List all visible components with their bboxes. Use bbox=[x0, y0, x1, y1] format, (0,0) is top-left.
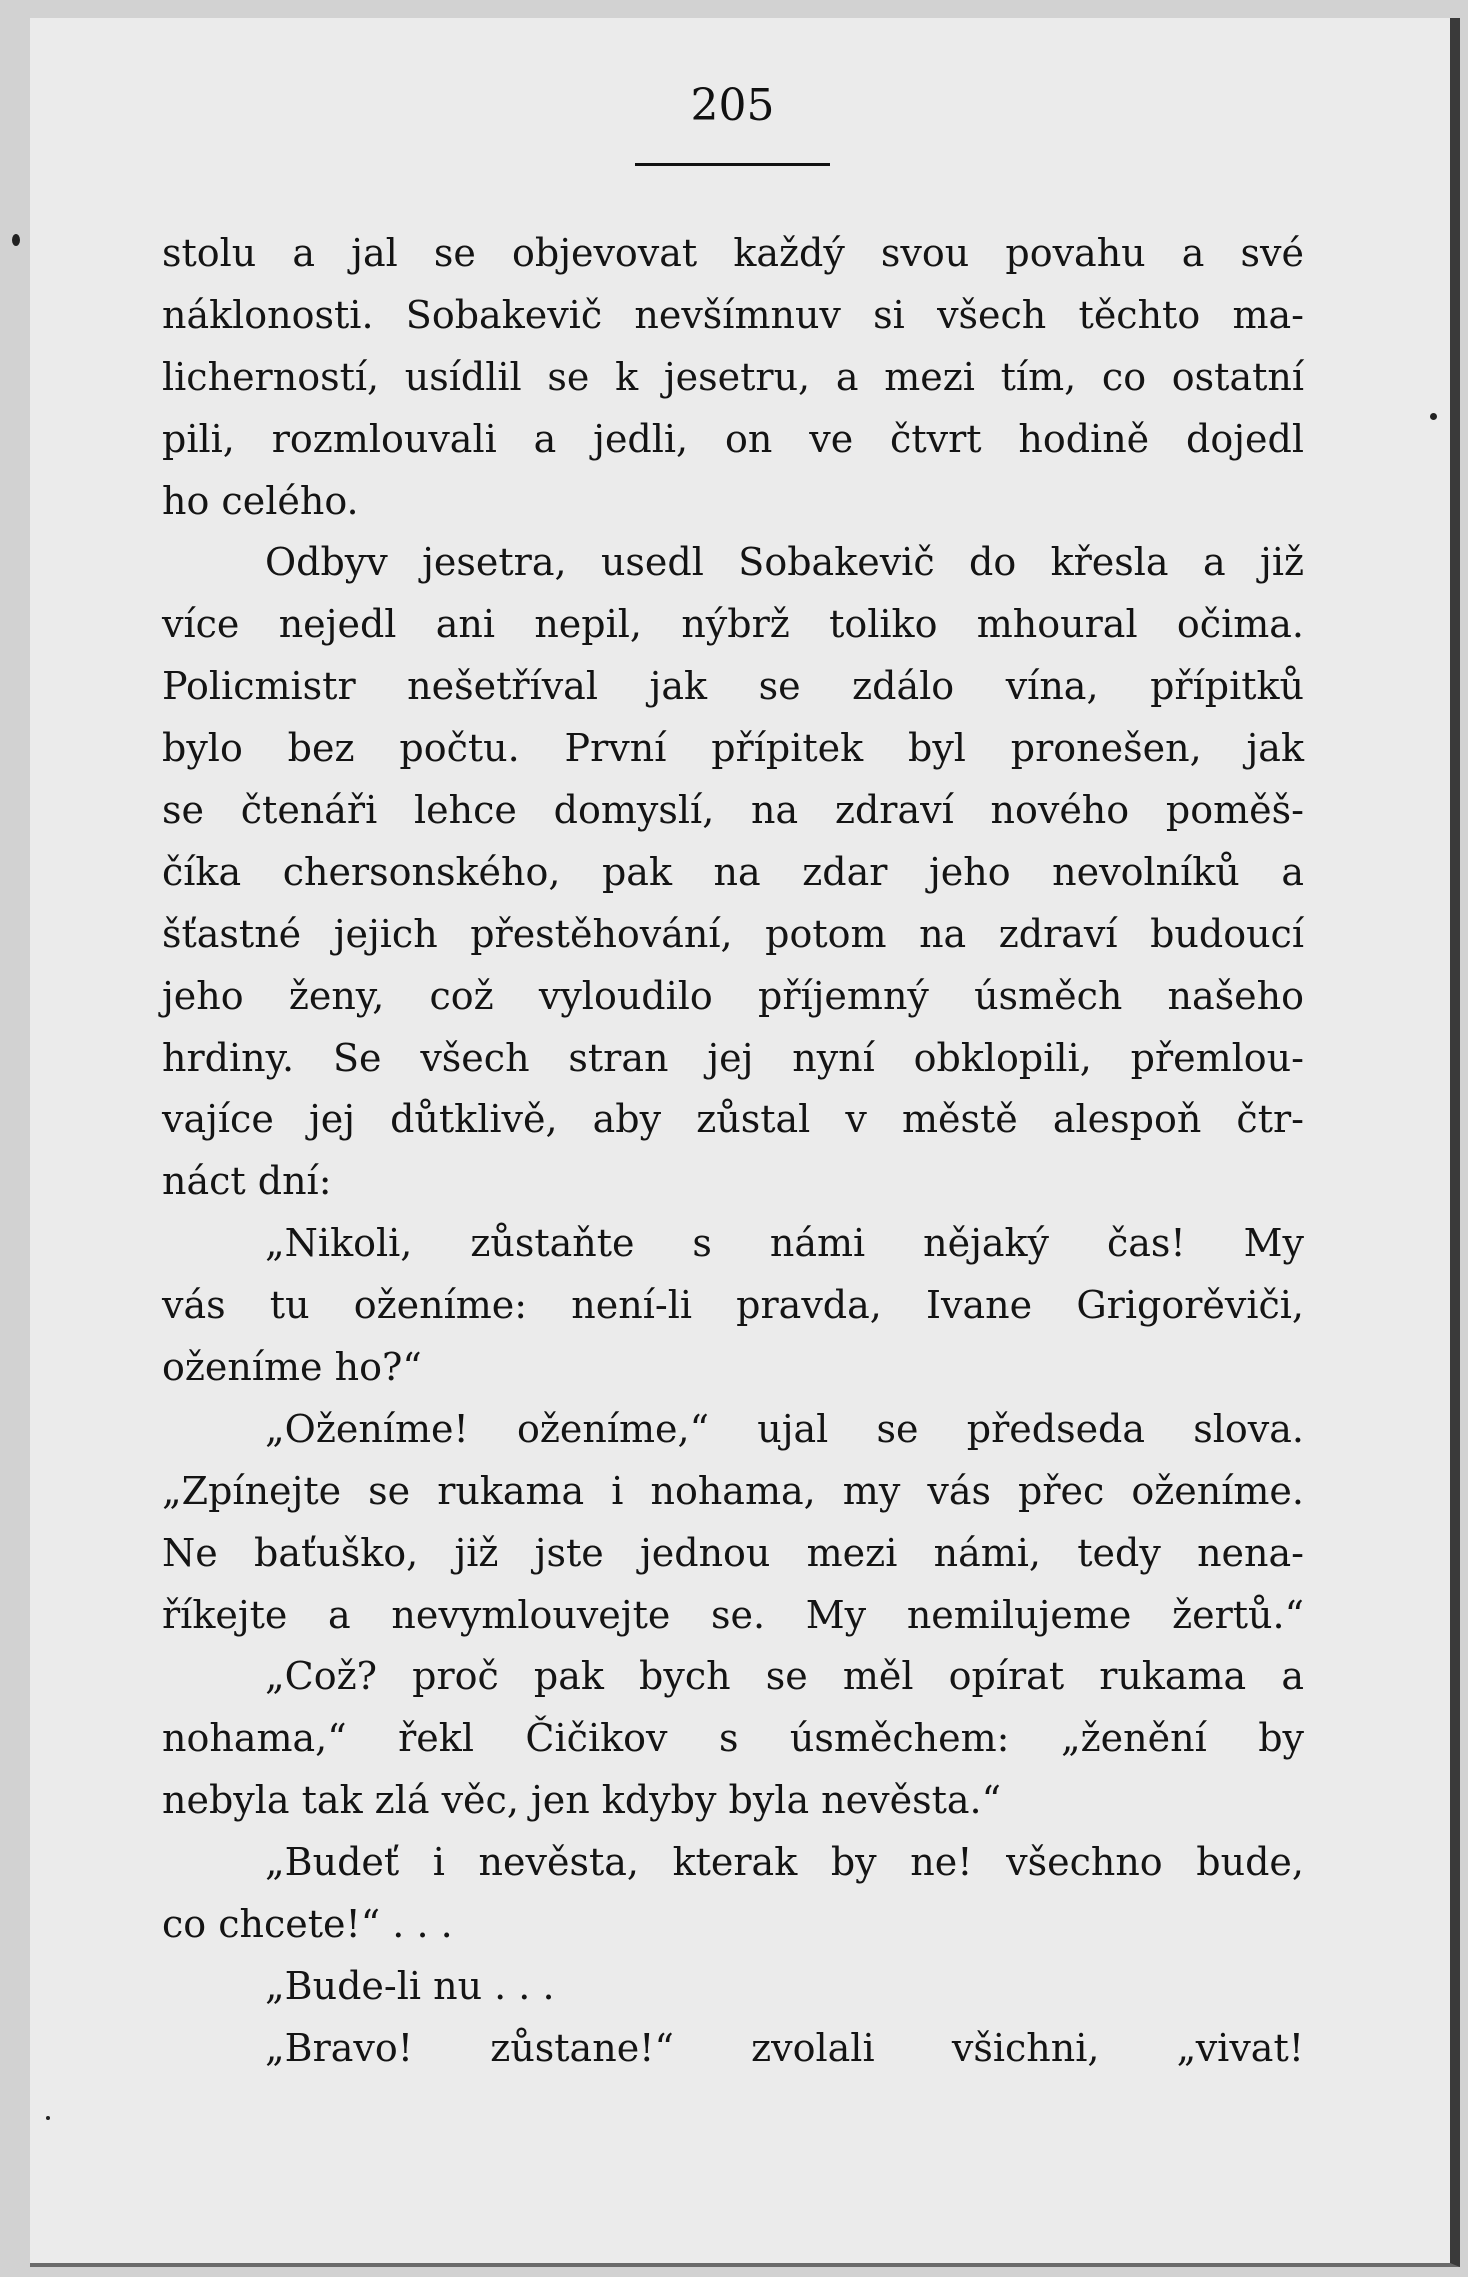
text-line: vás tu oženíme: není-li pravda, Ivane Grigorěviči, bbox=[162, 1283, 1304, 1328]
text-line: „Zpínejte se rukama i nohama, my vás přec oženíme. bbox=[162, 1468, 1304, 1513]
text-line: jeho ženy, což vyloudilo příjemný úsměch našeho bbox=[162, 973, 1304, 1018]
text-line: Policmistr nešetříval jak se zdálo vína, přípitků bbox=[162, 664, 1304, 709]
text-line: „Oženíme! oženíme,“ ujal se předseda slova. bbox=[265, 1406, 1304, 1451]
body-text bbox=[162, 223, 1304, 2080]
text-line: vajíce jej důtklivě, aby zůstal v městě alespoň čtr- bbox=[162, 1097, 1304, 1142]
text-line: co chcete!“ . . . bbox=[162, 1902, 453, 1947]
text-line: licherností, usídlil se k jesetru, a mezi tím, co ostatní bbox=[162, 354, 1304, 399]
text-line: pili, rozmlouvali a jedli, on ve čtvrt hodině dojedl bbox=[162, 416, 1304, 461]
text-line: číka chersonského, pak na zdar jeho nevolníků a bbox=[162, 849, 1304, 894]
text-line: náct dní: bbox=[162, 1159, 332, 1204]
text-line: Ne baťuško, již jste jednou mezi námi, tedy nena- bbox=[162, 1530, 1304, 1575]
text-line: více nejedl ani nepil, nýbrž toliko mhoural očima. bbox=[162, 602, 1304, 647]
text-line: náklonosti. Sobakevič nevšímnuv si všech těchto ma- bbox=[162, 292, 1304, 337]
text-line: „Budeť i nevěsta, kterak by ne! všechno bude, bbox=[265, 1840, 1304, 1885]
text-line: „Bravo! zůstane!“ zvolali všichni, „vivat! bbox=[265, 2025, 1304, 2070]
text-line: stolu a jal se objevovat každý svou povahu a své bbox=[162, 231, 1304, 275]
page-number: 205 bbox=[690, 80, 775, 131]
text-line: hrdiny. Se všech stran jej nyní obklopili, přemlou- bbox=[162, 1035, 1304, 1080]
text-line: „Nikoli, zůstaňte s námi nějaký čas! My bbox=[265, 1221, 1304, 1266]
text-line: se čtenáři lehce domyslí, na zdraví nového poměš- bbox=[162, 788, 1304, 833]
text-line: nebyla tak zlá věc, jen kdyby byla nevěsta.“ bbox=[162, 1778, 1002, 1823]
text-line: ho celého. bbox=[162, 478, 359, 523]
ink-speck bbox=[46, 2116, 50, 2120]
text-line: „Což? proč pak bych se měl opírat rukama a bbox=[265, 1654, 1304, 1699]
page-number-rule bbox=[635, 163, 830, 166]
text-line: oženíme ho?“ bbox=[162, 1345, 422, 1390]
text-line: říkejte a nevymlouvejte se. My nemilujeme žertů.“ bbox=[162, 1592, 1304, 1637]
text-line: „Bude-li nu . . . bbox=[265, 1963, 555, 2008]
text-line: šťastné jejich přestěhování, potom na zdraví budoucí bbox=[162, 911, 1304, 956]
ink-speck bbox=[12, 234, 20, 246]
text-line: Odbyv jesetra, usedl Sobakevič do křesla a již bbox=[265, 540, 1304, 585]
text-line: nohama,“ řekl Čičikov s úsměchem: „ženění by bbox=[162, 1716, 1304, 1761]
ink-speck bbox=[1430, 413, 1437, 420]
text-line: bylo bez počtu. První přípitek byl pronešen, jak bbox=[162, 726, 1304, 771]
book-page bbox=[30, 18, 1460, 2267]
